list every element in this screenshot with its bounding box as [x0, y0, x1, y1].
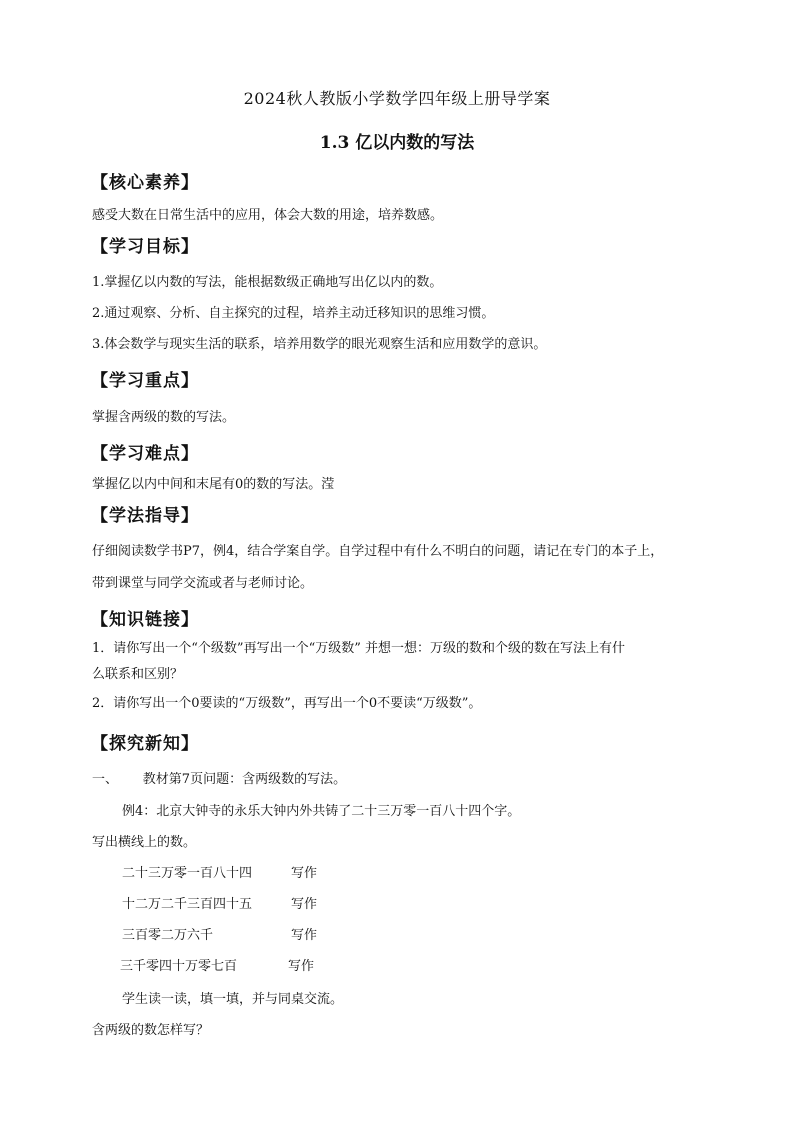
heading-goals: 【学习目标】 — [91, 237, 199, 257]
explore-activity: 学生读一读，填一填，并与同桌交流。 — [122, 992, 344, 1007]
goal-line-3: 3.体会数学与现实生活的联系，培养用数学的眼光观察生活和应用数学的意识。 — [92, 337, 547, 352]
key-point-line-1: 掌握含两级的数的写法。 — [92, 410, 236, 425]
difficulty-line-1: 掌握亿以内中间和末尾有0的数的写法。滢 — [92, 477, 335, 492]
exercise-number-4: 三千零四十万零七百 — [120, 959, 238, 974]
heading-difficulties: 【学习难点】 — [91, 444, 199, 464]
exercise-number-3: 三百零二万六千 — [122, 928, 214, 943]
explore-instruction: 写出横线上的数。 — [92, 835, 197, 850]
heading-explore: 【探究新知】 — [91, 734, 199, 754]
document-title: 2024秋人教版小学数学四年级上册导学案 — [243, 89, 551, 108]
exercise-write-label-3: 写作 — [291, 928, 318, 943]
method-line-1: 仔细阅读数学书P7，例4，结合学案自学。自学过程中有什么不明白的问题，请记在专门的本子上， — [92, 544, 664, 559]
explore-example: 例4：北京大钟寺的永乐大钟内外共铸了二十三万零一百八十四个字。 — [122, 804, 521, 819]
link-line-1: 1．请你写出一个“个级数”再写出一个“万级数” 并想一想：万级的数和个级的数在写法上有什 — [92, 641, 625, 656]
heading-core: 【核心素养】 — [91, 173, 199, 193]
goal-line-1: 1.掌握亿以内数的写法，能根据数级正确地写出亿以内的数。 — [92, 275, 443, 290]
core-line-1: 感受大数在日常生活中的应用，体会大数的用途，培养数感。 — [92, 208, 444, 223]
link-line-3: 2．请你写出一个0要读的“万级数”，再写出一个0不要读“万级数”。 — [92, 696, 482, 711]
exercise-number-2: 十二万二千三百四十五 — [122, 897, 253, 912]
method-line-2: 带到课堂与同学交流或者与老师讨论。 — [92, 576, 314, 591]
explore-question: 含两级的数怎样写？ — [92, 1023, 210, 1038]
heading-method: 【学法指导】 — [91, 506, 199, 526]
heading-links: 【知识链接】 — [91, 610, 199, 630]
explore-item-1: 一、 教材第7页问题：含两级数的写法。 — [92, 772, 347, 787]
exercise-write-label-1: 写作 — [291, 866, 318, 881]
exercise-number-1: 二十三万零一百八十四 — [122, 866, 253, 881]
link-line-2: 么联系和区别？ — [92, 667, 184, 682]
exercise-write-label-4: 写作 — [288, 959, 315, 974]
heading-key-points: 【学习重点】 — [91, 371, 199, 391]
lesson-title: 1.3 亿以内数的写法 — [319, 133, 475, 153]
goal-line-2: 2.通过观察、分析、自主探究的过程，培养主动迁移知识的思维习惯。 — [92, 306, 495, 321]
exercise-write-label-2: 写作 — [291, 897, 318, 912]
